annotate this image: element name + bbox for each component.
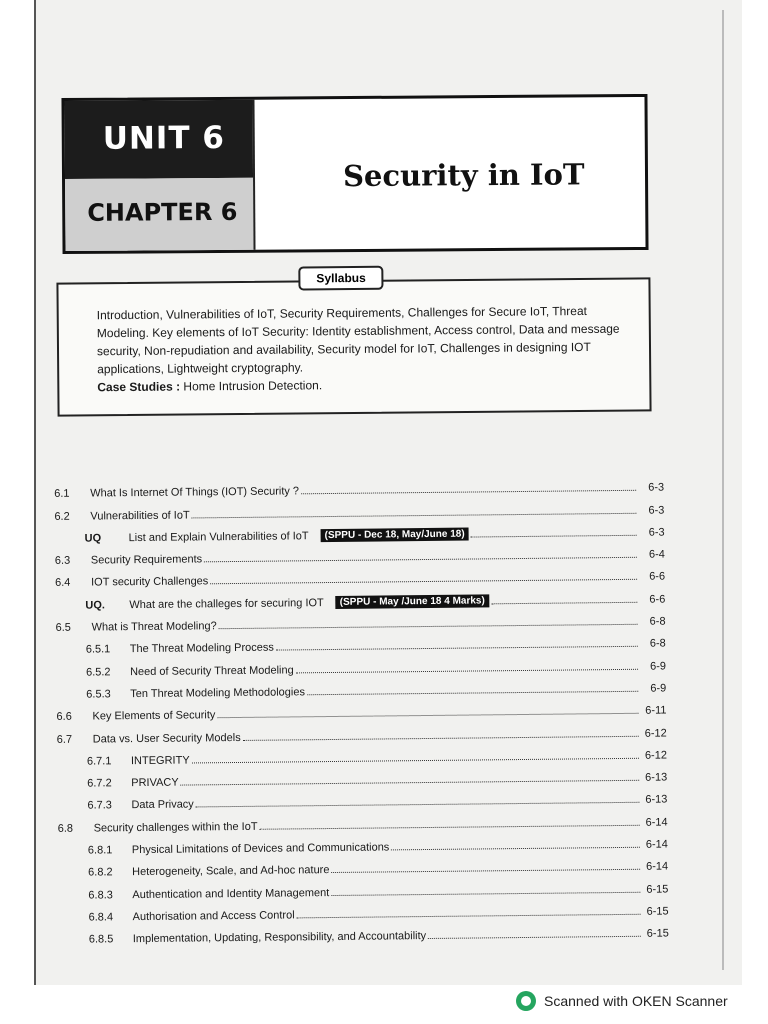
toc-label: Physical Limitations of Devices and Communications	[131, 841, 390, 857]
toc-page-number: 6-15	[646, 883, 669, 896]
syllabus-box	[56, 270, 651, 416]
toc-label: Ten Threat Modeling Methodologies	[130, 686, 306, 701]
toc-number: 6.8.3	[88, 888, 113, 902]
toc-label: Key Elements of Security	[92, 709, 216, 723]
toc-label: Authentication and Identity Management	[132, 886, 330, 901]
toc-number: 6.6	[56, 710, 72, 724]
toc-page-number: 6-4	[648, 548, 665, 561]
toc-label: Authorisation and Access Control	[132, 909, 295, 924]
toc-label: What is Threat Modeling?	[91, 620, 217, 634]
toc-page-number: 6-8	[649, 637, 666, 651]
chapter-label: CHAPTER 6	[87, 197, 238, 227]
toc-number: 6.7.2	[87, 777, 112, 790]
exam-tag: (SPPU - May /June 18 4 Marks)	[336, 594, 489, 609]
case-studies	[97, 378, 322, 394]
dot-leader	[471, 534, 637, 538]
exam-tag: (SPPU - Dec 18, May/June 18)	[321, 527, 469, 542]
toc-label: List and Explain Vulnerabilities of IoT	[128, 530, 309, 545]
case-studies-label: Case Studies :	[97, 379, 181, 395]
toc-label: The Threat Modeling Process	[129, 641, 274, 656]
toc-label: Security Requirements	[90, 553, 203, 567]
syllabus-text: Introduction, Vulnerabilities of IoT, Security Requirements, Challenges for Secure IoT, Threat Modeling. Key elements of IoT Security: Identity establishment, Access control, Data and message security, Non-repudiation and availability, Security model for IoT, Challenges in designing IOT applications, Lightweight cryptography.	[96, 303, 620, 377]
toc-number: 6.5.2	[85, 665, 111, 679]
toc-number: 6.8	[57, 822, 74, 835]
table-of-contents	[44, 472, 669, 947]
unit-label: UNIT 6	[102, 119, 226, 157]
toc-page-number: 6-14	[645, 838, 668, 851]
toc-number: 6.7	[56, 733, 73, 746]
toc-number: 6.7.1	[86, 755, 112, 768]
toc-label: What are the challeges for securing IOT	[129, 596, 324, 611]
toc-page-number: 6-8	[649, 615, 666, 628]
chapter-block	[65, 178, 253, 251]
toc-page-number: 6-6	[649, 593, 666, 606]
oken-scanner-logo-icon	[516, 991, 536, 1011]
toc-label: Data vs. User Security Models	[92, 731, 241, 746]
toc-label: Need of Security Threat Modeling	[129, 664, 294, 678]
toc-label: Heterogeneity, Scale, and Ad-hoc nature	[132, 864, 330, 879]
toc-page-number: 6-14	[646, 860, 669, 874]
dot-leader	[331, 890, 640, 895]
toc-number: 6.8.2	[88, 866, 113, 879]
syllabus-tab: Syllabus	[298, 266, 384, 291]
toc-label: IOT security Challenges	[91, 575, 209, 589]
toc-page-number: 6-15	[646, 927, 669, 940]
unit-block	[64, 100, 253, 179]
case-studies-text: Home Intrusion Detection.	[183, 378, 323, 394]
toc-page-number: 6-12	[644, 749, 668, 762]
toc-number: 6.8.5	[88, 933, 114, 946]
dot-leader	[428, 935, 641, 939]
toc-number: UQ.	[85, 599, 105, 612]
toc-page-number: 6-11	[645, 704, 667, 717]
header-divider	[252, 100, 255, 250]
toc-page-number: 6-12	[644, 727, 667, 740]
toc-page-number: 6-15	[646, 905, 669, 918]
toc-page-number: 6-13	[645, 793, 668, 807]
toc-number: 6.5.1	[85, 643, 111, 656]
toc-number: UQ	[84, 532, 102, 545]
dot-leader	[391, 846, 640, 851]
toc-page-number: 6-9	[650, 660, 667, 673]
toc-label: Security challenges within the IoT	[93, 820, 258, 835]
toc-label: Implementation, Updating, Responsibility, and Accountability	[132, 930, 427, 946]
dot-leader	[491, 601, 638, 605]
chapter-header	[61, 94, 648, 254]
toc-page-number: 6-6	[649, 570, 666, 584]
toc-label: What Is Internet Of Things (IOT) Security ?	[90, 485, 300, 500]
toc-label: Vulnerabilities of IoT	[90, 509, 190, 523]
toc-page-number: 6-14	[645, 816, 668, 829]
toc-number: 6.1	[54, 488, 70, 501]
toc-number: 6.5.3	[86, 688, 111, 701]
toc-label: Data Privacy	[131, 798, 194, 812]
toc-number: 6.3	[54, 554, 71, 568]
toc-page-number: 6-3	[648, 481, 665, 494]
toc-page-number: 6-3	[648, 526, 665, 539]
toc-label: INTEGRITY	[130, 754, 190, 767]
toc-page-number: 6-13	[645, 771, 668, 784]
toc-number: 6.2	[54, 510, 70, 523]
chapter-title: Security in IoT	[342, 157, 585, 194]
toc-page-number: 6-3	[648, 504, 665, 517]
toc-number: 6.5	[55, 621, 71, 634]
toc-number: 6.4	[55, 577, 71, 590]
watermark-text: Scanned with OKEN Scanner	[544, 993, 728, 1009]
toc-page-number: 6-9	[650, 682, 667, 695]
toc-number: 6.8.4	[88, 911, 114, 924]
dot-leader	[331, 868, 640, 873]
scanner-watermark	[516, 990, 728, 1012]
page-edge	[722, 10, 724, 970]
toc-number: 6.8.1	[87, 844, 113, 857]
toc-number: 6.7.3	[87, 799, 112, 813]
toc-label: PRIVACY	[131, 776, 179, 790]
